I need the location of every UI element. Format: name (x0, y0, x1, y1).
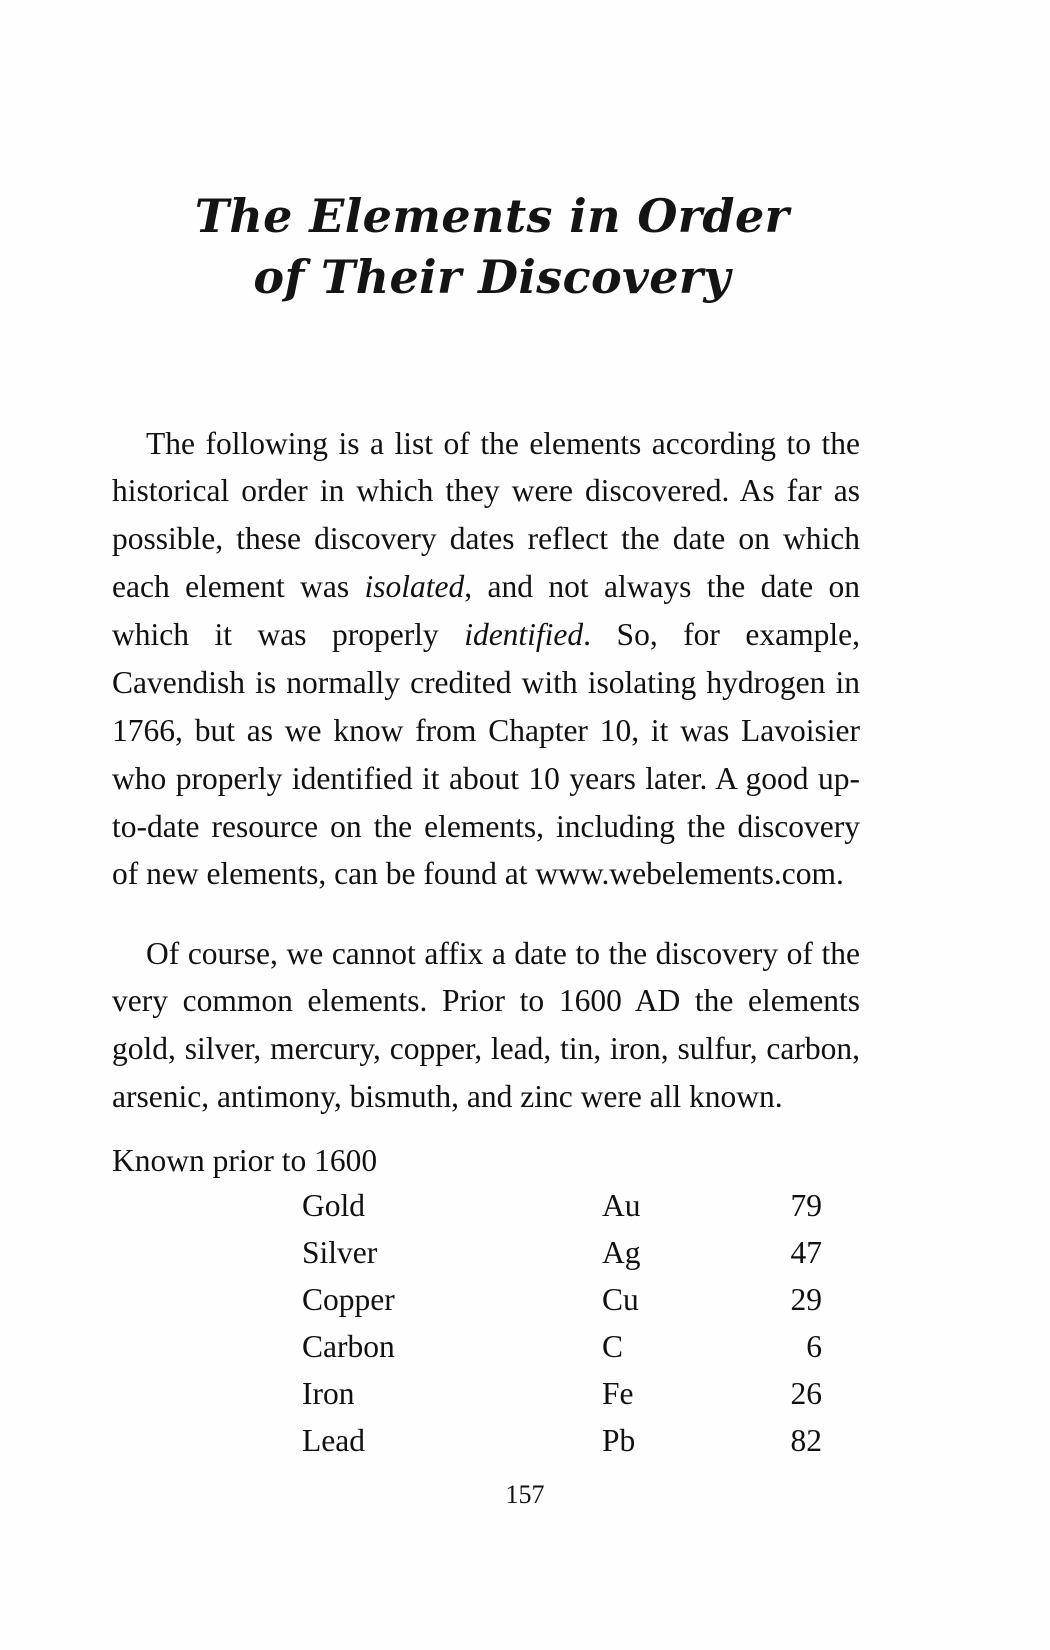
element-name: Gold (302, 1187, 365, 1223)
page-number: 157 (505, 1480, 545, 1509)
element-name: Lead (302, 1422, 365, 1458)
element-symbol: Cu (602, 1281, 639, 1317)
paragraph-intro-part-2: , and not always the date on which it was properly (112, 569, 860, 652)
paragraph-common-elements (112, 930, 860, 1122)
element-atomic-number: 6 (806, 1328, 822, 1364)
element-list-heading: Known prior to 1600 (112, 1143, 378, 1178)
element-atomic-number: 47 (790, 1234, 822, 1270)
element-table (302, 1183, 822, 1465)
paragraph-intro-part-1: The following is a list of the elements according to the historical order in which they were discovered. As far as possible, these discovery dates reflect the date on which each element was (112, 425, 860, 605)
element-name: Silver (302, 1234, 378, 1270)
element-name: Copper (302, 1281, 395, 1317)
element-list-section (112, 1145, 872, 1465)
table-row (302, 1418, 822, 1465)
paragraph-intro-part-3: . So, for example, Cavendish is normally credited with isolating hydrogen in 1766, but as we know from Chapter 10, it was Lavoisier who properly identified it about 10 years later. A good up-to-date resource on the elements, including the discovery of new elements, can be found at www.webelements.com. (112, 617, 860, 892)
paragraph-intro-emphasis-identified: identified (464, 617, 584, 652)
paragraph-common-elements-text: Of course, we cannot affix a date to the discovery of the very common elements. Prior to 1600 AD the elements gold, silver, mercury, copper, lead, tin, iron, sulfur, carbon, arsenic, antimony, bismuth, and zinc were all known. (112, 935, 860, 1115)
element-symbol: Au (602, 1187, 641, 1223)
table-row (302, 1371, 822, 1418)
page-title-line-2: of Their Discovery (253, 250, 731, 305)
table-row (302, 1230, 822, 1277)
table-row (302, 1324, 822, 1371)
element-atomic-number: 82 (790, 1422, 822, 1458)
element-symbol: Pb (602, 1422, 636, 1458)
element-symbol: Ag (602, 1234, 641, 1270)
element-symbol: C (602, 1328, 624, 1364)
page-title (112, 186, 872, 309)
page-title-line-1: The Elements in Order (194, 188, 790, 243)
element-name: Iron (302, 1375, 355, 1411)
table-row (302, 1277, 822, 1324)
paragraph-intro (112, 420, 860, 899)
element-name: Carbon (302, 1328, 395, 1364)
table-row (302, 1183, 822, 1230)
paragraph-intro-emphasis-isolated: isolated (364, 569, 465, 605)
element-atomic-number: 79 (790, 1187, 822, 1223)
element-atomic-number: 26 (790, 1375, 822, 1411)
element-atomic-number: 29 (790, 1281, 822, 1317)
element-symbol: Fe (602, 1375, 634, 1411)
